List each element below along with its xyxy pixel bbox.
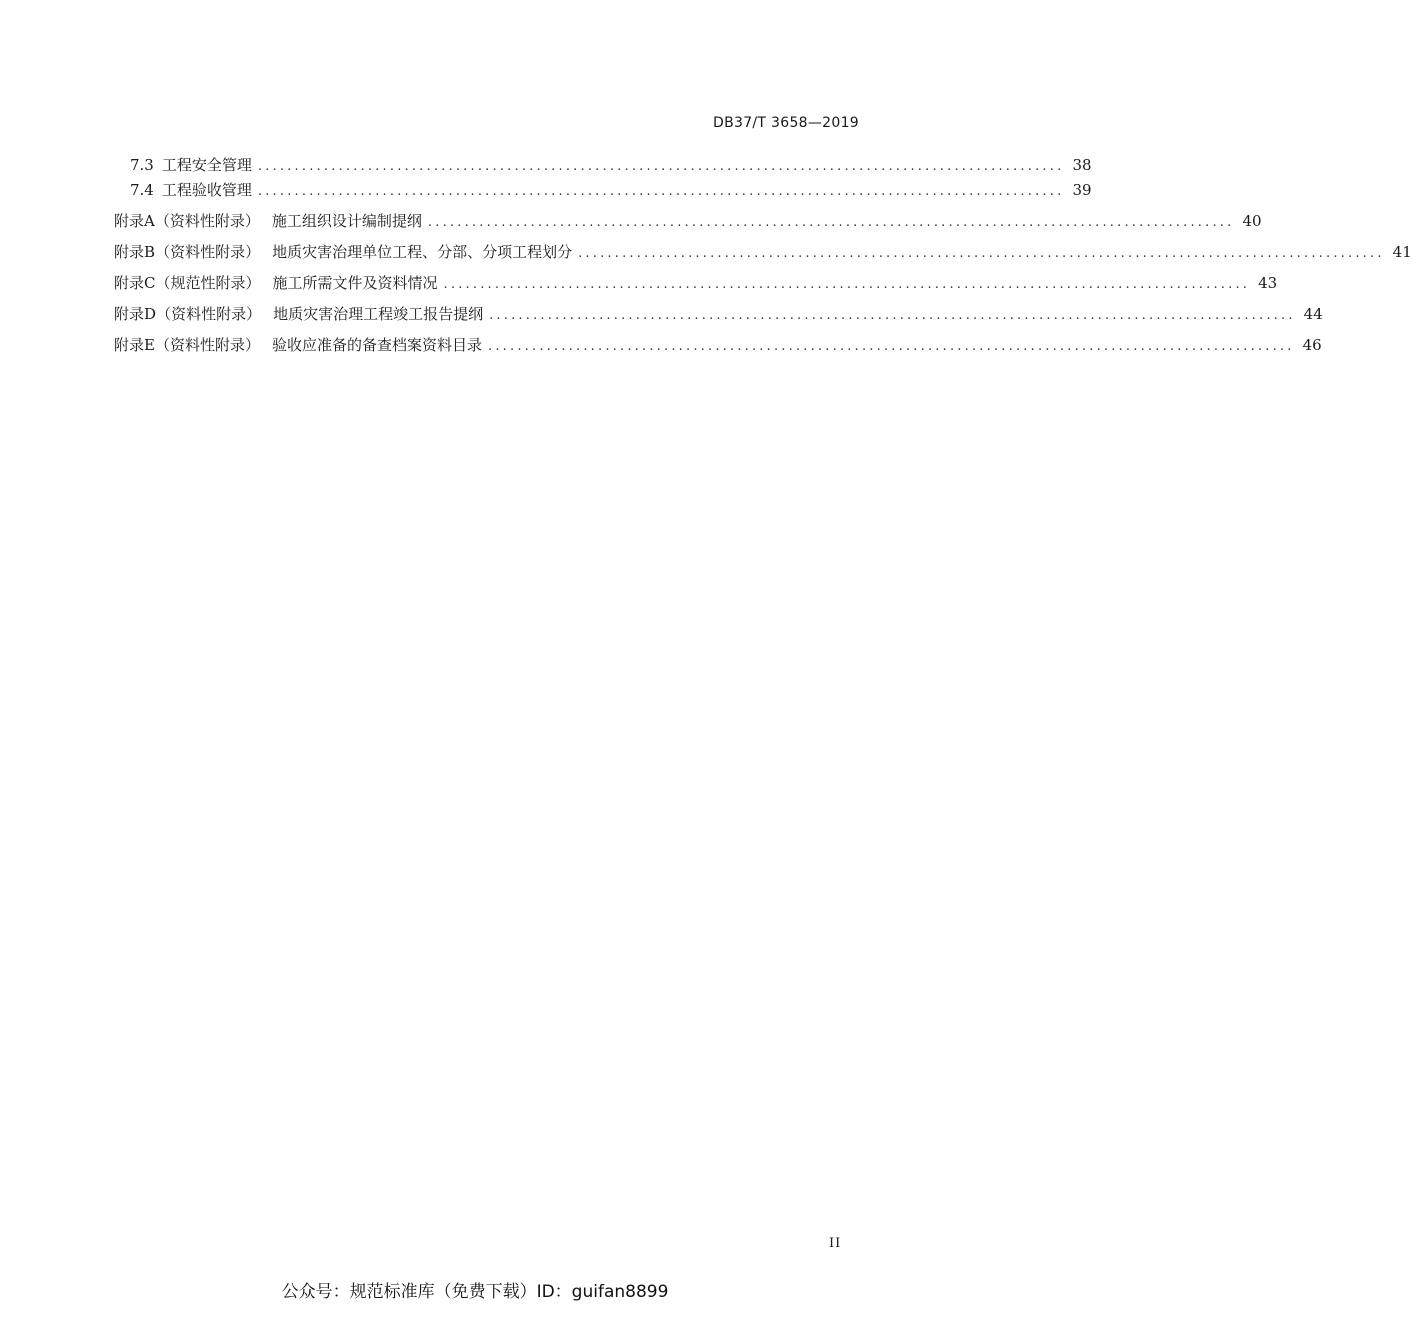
page-number: II xyxy=(829,1236,842,1251)
standard-code: DB37/T 3658—2019 xyxy=(713,115,859,131)
toc-entry-appendix-c[interactable] xyxy=(114,272,1278,294)
appendix-letter: A xyxy=(144,212,155,230)
toc-entry-appendix-d[interactable] xyxy=(114,303,1323,325)
appendix-word: 录 xyxy=(129,274,145,292)
toc-entry-7-4[interactable] xyxy=(130,179,1092,201)
toc-entry-appendix-e[interactable] xyxy=(114,334,1322,356)
appendix-word: 附 xyxy=(114,212,130,230)
toc-page-number: 46 xyxy=(1302,336,1322,354)
toc-entry-title: 工程验收管理 xyxy=(161,181,252,199)
footer-watermark-text: 公众号：规范标准库（免费下载）ID：guifan8899 xyxy=(281,1282,669,1302)
appendix-word: 附 xyxy=(114,243,130,261)
appendix-type: （资料性附录） xyxy=(154,336,260,354)
toc-entry-7-3[interactable] xyxy=(130,154,1092,176)
toc-page-number: 41 xyxy=(1392,243,1412,261)
toc-entry-title: 地质灾害治理工程竣工报告提纲 xyxy=(273,305,484,323)
toc-page-number: 43 xyxy=(1258,274,1278,292)
toc-leader-dots: .............................................................................................................. xyxy=(257,159,1065,174)
appendix-word: 录 xyxy=(129,212,145,230)
toc-page-number: 39 xyxy=(1072,181,1092,199)
appendix-word: 附 xyxy=(114,305,130,323)
toc-leader-dots: .............................................................................................................. xyxy=(578,246,1385,261)
toc-section-number: 7.4 xyxy=(130,181,154,199)
toc-entry-title: 验收应准备的备查档案资料目录 xyxy=(272,336,483,354)
toc-entry-appendix-b[interactable] xyxy=(114,241,1412,263)
toc-leader-dots: .............................................................................................................. xyxy=(488,339,1295,354)
appendix-word: 录 xyxy=(129,243,145,261)
appendix-word: 录 xyxy=(129,336,145,354)
toc-page-number: 44 xyxy=(1303,305,1323,323)
appendix-word: 附 xyxy=(114,336,130,354)
appendix-type: （资料性附录） xyxy=(155,243,261,261)
toc-entry-title: 工程安全管理 xyxy=(161,156,252,174)
toc-entry-title: 施工组织设计编制提纲 xyxy=(271,212,422,230)
toc-leader-dots: .............................................................................................................. xyxy=(427,215,1235,230)
appendix-type: （资料性附录） xyxy=(154,212,260,230)
appendix-letter: C xyxy=(144,274,156,292)
appendix-word: 录 xyxy=(129,305,145,323)
appendix-letter: D xyxy=(144,305,157,323)
toc-entry-title: 地质灾害治理单位工程、分部、分项工程划分 xyxy=(272,243,573,261)
appendix-letter: E xyxy=(144,336,155,354)
toc-page-number: 38 xyxy=(1072,156,1092,174)
toc-leader-dots: .............................................................................................................. xyxy=(257,184,1065,199)
toc-leader-dots: .............................................................................................................. xyxy=(489,308,1296,323)
appendix-type: （规范性附录） xyxy=(155,274,261,292)
toc-page-number: 40 xyxy=(1242,212,1262,230)
toc-section-number: 7.3 xyxy=(130,156,154,174)
toc-entry-appendix-a[interactable] xyxy=(114,210,1262,232)
toc-entry-title: 施工所需文件及资料情况 xyxy=(272,274,438,292)
toc-leader-dots: .............................................................................................................. xyxy=(443,277,1251,292)
appendix-word: 附 xyxy=(114,274,130,292)
appendix-letter: B xyxy=(144,243,156,261)
appendix-type: （资料性附录） xyxy=(156,305,262,323)
